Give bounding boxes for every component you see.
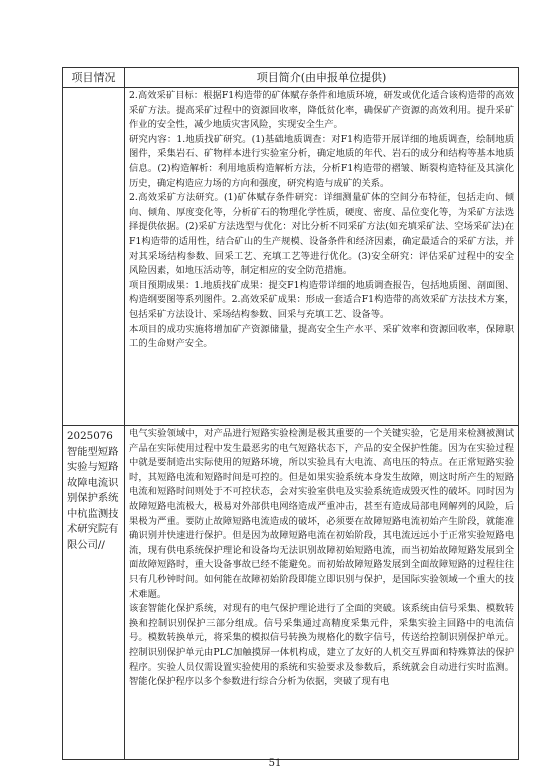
row-divider-right [124,425,518,426]
row2-project-info: 2025076智能型短路实验与短路故障电流识别保护系统中杭监测技术研究院有限公司// [67,430,119,551]
row2-summary [129,427,514,690]
row1-paragraph-3: 2.高效采矿方法研究。(1)矿体赋存条件研究：详细测量矿体的空间分布特征，包括走向、倾向、倾角、厚度变化等，分析矿石的物理化学性质，硬度、密度、品位变化等，为采矿方法选择提供依据。(2)采矿方法选型与优化：对比分析不同采矿方法(如充填采矿法、空场采矿法)在F1构造带的适用性，结合矿山的生产规模、设备条件和经济因素，确定最适合的采矿方法，并对其采场结构参数、回采工艺、充填工艺等进行优化。(3)安全研究：评估采矿过程中的安全风险因素，如地压活动等，制定相应的安全防范措施。 [129,192,514,277]
row-divider-left [63,425,124,426]
project-table [62,67,519,760]
page-number: 51 [268,758,282,769]
row1-paragraph-5: 本项目的成功实施将增加矿产资源储量，提高安全生产水平、采矿效率和资源回收率，保障职工的生命财产安全。 [129,323,514,350]
header-project-info: 项目情况 [71,71,116,84]
row2-paragraph-2: 该套智能化保护系统，对现有的电气保护理论进行了全面的突破。该系统由信号采集、模数转换和控制识别保护三部分组成。信号采集通过高精度采集元件，采集实验主回路中的电流信号。模数转换单元，将采集的模拟信号转换为规格化的数字信号，传送给控制识别保护单元。控制识别保护单元由PLC加触摸屏一体机构成，建立了友好的人机交互界面和特殊算法的保护程序。实验人员仅需设置实验使用的系统和实验要求及参数后，系统就会自动进行实时监测。智能化保护程序以多个参数进行综合分析为依据，突破了现有电 [129,603,514,688]
row1-paragraph-4: 项目预期成果：1.地质找矿成果：提交F1构造带详细的地质调查报告，包括地质图、剖面图、构造纲要图等系列图件。2.高效采矿成果：形成一套适合F1构造带的高效采矿方法技术方案，包括采矿方法设计、采场结构参数、回采与充填工艺、设备等。 [129,279,514,320]
table-header [63,68,518,88]
row1-paragraph-1: 2.高效采矿目标：根据F1构造带的矿体赋存条件和地质环境，研发或优化适合该构造带的高效采矿方法。提高采矿过程中的资源回收率，降低贫化率，确保矿产资源的高效利用。提升采矿作业的安全性，减少地质灾害风险，实现安全生产。 [129,90,514,131]
row1-summary [129,89,514,352]
row2-paragraph-1: 电气实验领域中，对产品进行短路实验检测是极其重要的一个关键实验，它是用来检测被测试产品在实际使用过程中发生最恶劣的电气短路状态下，产品的安全保护性能。因为在实验过程中就是要制造出实际使用的短路环境，所以实验具有大电流、高电压的特点。在正常短路实验时，其短路电流和短路时间是可控的。但是如果实验系统本身发生故障，则这时所产生的短路电流和短路时间则处于不可控状态，会对实验室供电及实验系统造成毁灭性的破坏。同时因为故障短路电流极大，极易对外部供电网络造成严重冲击，甚至有造成局部电网解列的风险，后果极为严重。要防止故障短路电流造成的破坏，必须要在故障短路电流初始产生阶段，就能准确识别并快速进行保护。但是因为故障短路电流在初始阶段，其电流远远小于正常实验短路电流，现有供电系统保护理论和设备均无法识别故障初始短路电流，而当初始故障短路发展到全面故障短路时，重大设备事故已经不能避免。而初始故障短路发展到全面故障短路的过程往往只有几秒钟时间。如何能在故障初始阶段即能立即识别与保护，是国际实验领域一个重大的技术难题。 [129,428,514,600]
row1-paragraph-2: 研究内容：1.地质找矿研究。(1)基础地质调查：对F1构造带开展详细的地质调查，绘制地质图件，采集岩石、矿物样本进行实验室分析，确定地质的年代、岩石的成分和结构等基本地质信息。(2)构造解析：利用地质构造解析方法，分析F1构造带的褶皱、断裂构造特征及其演化历史，确定构造应力场的方向和强度，研究构造与成矿的关系。 [129,133,514,189]
header-project-summary: 项目简介(由申报单位提供) [256,71,387,84]
column-divider [124,68,125,759]
